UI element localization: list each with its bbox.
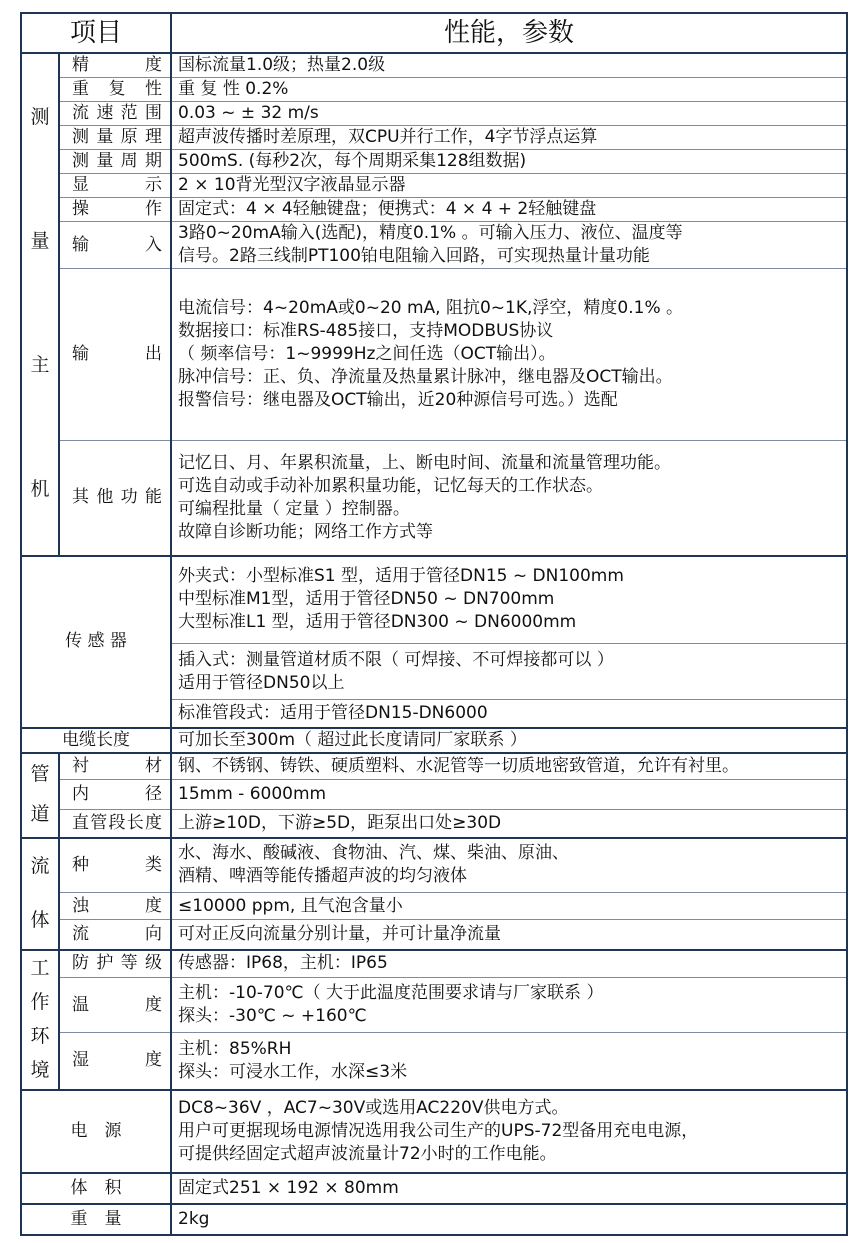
value-line: 可选自动或手动补加累积量功能，记忆每天的工作状态。 (178, 475, 604, 496)
value-line: 500mS. (每秒2次，每个周期采集128组数据) (178, 151, 527, 171)
spec-value (171, 78, 847, 102)
value-line: 故障自诊断功能；网络工作方式等 (178, 521, 434, 542)
spec-value (171, 150, 847, 174)
value-line: 报警信号：继电器及OCT输出，近20种源信号可选。）选配 (178, 390, 618, 410)
value-line: 插入式：测量管道材质不限（ 可焊接、不可焊接都可以 ） (178, 649, 614, 670)
group-char: 量 (30, 230, 50, 253)
group-char: 作 (30, 990, 50, 1013)
item-label: 湿度 (59, 1033, 171, 1090)
item-label: 衬材 (59, 753, 171, 780)
item-label: 温度 (59, 978, 171, 1033)
value-line: 水、海水、酸碱液、食物油、汽、煤、柴油、原油、 (178, 843, 570, 864)
value-line: 大型标准L1 型，适用于管径DN300 ~ DN6000mm (178, 612, 577, 633)
value-line: 用户可更据现场电源情况选用我公司生产的UPS-72型备用充电电源， (178, 1120, 699, 1141)
group-char: 主 (30, 354, 50, 377)
group-char: 机 (30, 478, 50, 501)
table-row (21, 920, 847, 950)
spec-value (171, 780, 847, 810)
table-row (21, 126, 847, 150)
spec-value (171, 753, 847, 780)
value-line: 15mm - 6000mm (178, 784, 327, 804)
spec-value (171, 838, 847, 893)
spec-value (171, 1033, 847, 1090)
spec-value (171, 269, 847, 441)
table-row (21, 102, 847, 126)
spec-value (171, 126, 847, 150)
value-line: 探头：可浸水工作，水深≤3米 (178, 1061, 408, 1082)
table-row (21, 222, 847, 269)
value-line: 主机：-10-70℃（ 大于此温度范围要求请与厂家联系 ） (178, 983, 604, 1003)
group-label (21, 53, 59, 556)
value-line: 可对正反向流量分别计量，并可计量净流量 (178, 923, 502, 944)
value-line: 2 × 10背光型汉字液晶显示器 (178, 175, 406, 195)
group-char: 境 (30, 1058, 50, 1081)
spec-value (171, 198, 847, 222)
item-label: 流向 (59, 920, 171, 950)
item-label: 重复性 (59, 78, 171, 102)
table-row (21, 810, 847, 838)
table-row (21, 269, 847, 441)
spec-value (171, 950, 847, 978)
value-line: 电流信号：4~20mA或0~20 mA, 阻抗0~1K,浮空，精度0.1% 。 (178, 298, 684, 318)
table-row (21, 838, 847, 893)
group-label (21, 753, 59, 838)
value-line: 上游≥10D，下游≥5D，距泵出口处≥30D (178, 812, 502, 833)
spec-table (20, 12, 848, 1236)
item-label: 精度 (59, 53, 171, 78)
spec-value (171, 810, 847, 838)
item-label: 测量周期 (59, 150, 171, 174)
spec-value (171, 893, 847, 920)
header-item: 项目 (21, 13, 171, 53)
value-line: 标准管段式：适用于管径DN15-DN6000 (178, 702, 488, 723)
header-spec: 性能，参数 (171, 13, 847, 53)
group-char: 环 (30, 1024, 50, 1047)
value-line: 重 复 性 0.2% (178, 79, 289, 99)
item-label: 防护等级 (59, 950, 171, 978)
table-row (21, 753, 847, 780)
item-label: 测量原理 (59, 126, 171, 150)
item-label: 重 量 (21, 1204, 171, 1235)
spec-value (171, 1090, 847, 1173)
value-line: 可提供经固定式超声波流量计72小时的工作电能。 (178, 1143, 557, 1164)
table-row (21, 1033, 847, 1090)
value-line: 脉冲信号：正、负、净流量及热量累计脉冲，继电器及OCT输出。 (178, 367, 673, 387)
group-char: 管 (30, 762, 50, 785)
item-label: 显示 (59, 174, 171, 198)
header-row (21, 13, 847, 53)
group-char: 工 (30, 956, 50, 979)
value-line: 中型标准M1型，适用于管径DN50 ~ DN700mm (178, 589, 555, 610)
value-line: 可编程批量（ 定量 ）控制器。 (178, 498, 410, 519)
table-row (21, 978, 847, 1033)
table-row (21, 728, 847, 753)
item-label: 浊度 (59, 893, 171, 920)
value-line: （ 频率信号：1~9999Hz之间任选（OCT输出）。 (178, 344, 556, 364)
table-row (21, 78, 847, 102)
group-label (21, 838, 59, 950)
table-row (21, 150, 847, 174)
item-label: 内径 (59, 780, 171, 810)
item-label: 体 积 (21, 1173, 171, 1204)
group-char: 流 (30, 854, 50, 877)
value-line: 主机：85%RH (178, 1038, 292, 1059)
spec-value (171, 700, 847, 728)
value-line: 数据接口：标准RS-485接口，支持MODBUS协议 (178, 321, 554, 341)
table-row (21, 441, 847, 556)
table-row (21, 780, 847, 810)
group-char: 测 (30, 106, 50, 129)
spec-value (171, 556, 847, 644)
spec-value (171, 978, 847, 1033)
spec-value: 2kg (171, 1204, 847, 1235)
value-line: 信号。2路三线制PT100铂电阻输入回路，可实现热量计量功能 (178, 246, 650, 266)
value-line: 国标流量1.0级；热量2.0级 (178, 55, 386, 75)
item-label: 电缆长度 (21, 728, 171, 753)
table-row (21, 1204, 847, 1235)
table-row (21, 198, 847, 222)
spec-value (171, 174, 847, 198)
table-row (21, 53, 847, 78)
value-line: 传感器：IP68，主机：IP65 (178, 953, 388, 974)
value-line: ≤10000 ppm, 且气泡含量小 (178, 895, 403, 916)
spec-value: 固定式251 × 192 × 80mm (171, 1173, 847, 1204)
table-row (21, 174, 847, 198)
value-line: 适用于管径DN50以上 (178, 672, 345, 693)
value-line: 0.03 ~ ± 32 m/s (178, 103, 319, 123)
value-line: 超声波传播时差原理，双CPU并行工作，4字节浮点运算 (178, 127, 598, 147)
item-label: 电 源 (21, 1090, 171, 1173)
value-line: 记忆日、月、年累积流量，上、断电时间、流量和流量管理功能。 (178, 452, 672, 473)
spec-value (171, 920, 847, 950)
value-line: 酒精、啤酒等能传播超声波的均匀液体 (178, 866, 468, 887)
item-label: 直管段长度 (59, 810, 171, 838)
item-label: 其他功能 (59, 441, 171, 556)
table-row (21, 556, 847, 644)
spec-value (171, 53, 847, 78)
item-label: 输出 (59, 269, 171, 441)
group-label (21, 950, 59, 1090)
table-row (21, 950, 847, 978)
item-label: 传 感 器 (21, 556, 171, 728)
value-line: 外夹式：小型标准S1 型，适用于管径DN15 ~ DN100mm (178, 566, 624, 587)
group-char: 体 (30, 908, 50, 931)
value-line: 钢、不锈钢、铸铁、硬质塑料、水泥管等一切质地密致管道，允许有衬里。 (178, 755, 740, 776)
spec-value (171, 644, 847, 700)
spec-value (171, 102, 847, 126)
spec-value: 可加长至300m（ 超过此长度请同厂家联系 ） (171, 728, 847, 753)
table-row (21, 1173, 847, 1204)
value-line: 3路0~20mA输入(选配)，精度0.1% 。可输入压力、液位、温度等 (178, 223, 683, 243)
spec-value (171, 222, 847, 269)
item-label: 流速范围 (59, 102, 171, 126)
item-label: 操作 (59, 198, 171, 222)
value-line: 探头：-30℃ ~ +160℃ (178, 1006, 367, 1026)
value-line: DC8~36V ，AC7~30V或选用AC220V供电方式。 (178, 1097, 569, 1118)
item-label: 种类 (59, 838, 171, 893)
value-line: 固定式：4 × 4轻触键盘；便携式：4 × 4 + 2轻触键盘 (178, 199, 597, 219)
item-label: 输入 (59, 222, 171, 269)
group-char: 道 (30, 803, 50, 826)
spec-value (171, 441, 847, 556)
table-row (21, 1090, 847, 1173)
table-row (21, 893, 847, 920)
